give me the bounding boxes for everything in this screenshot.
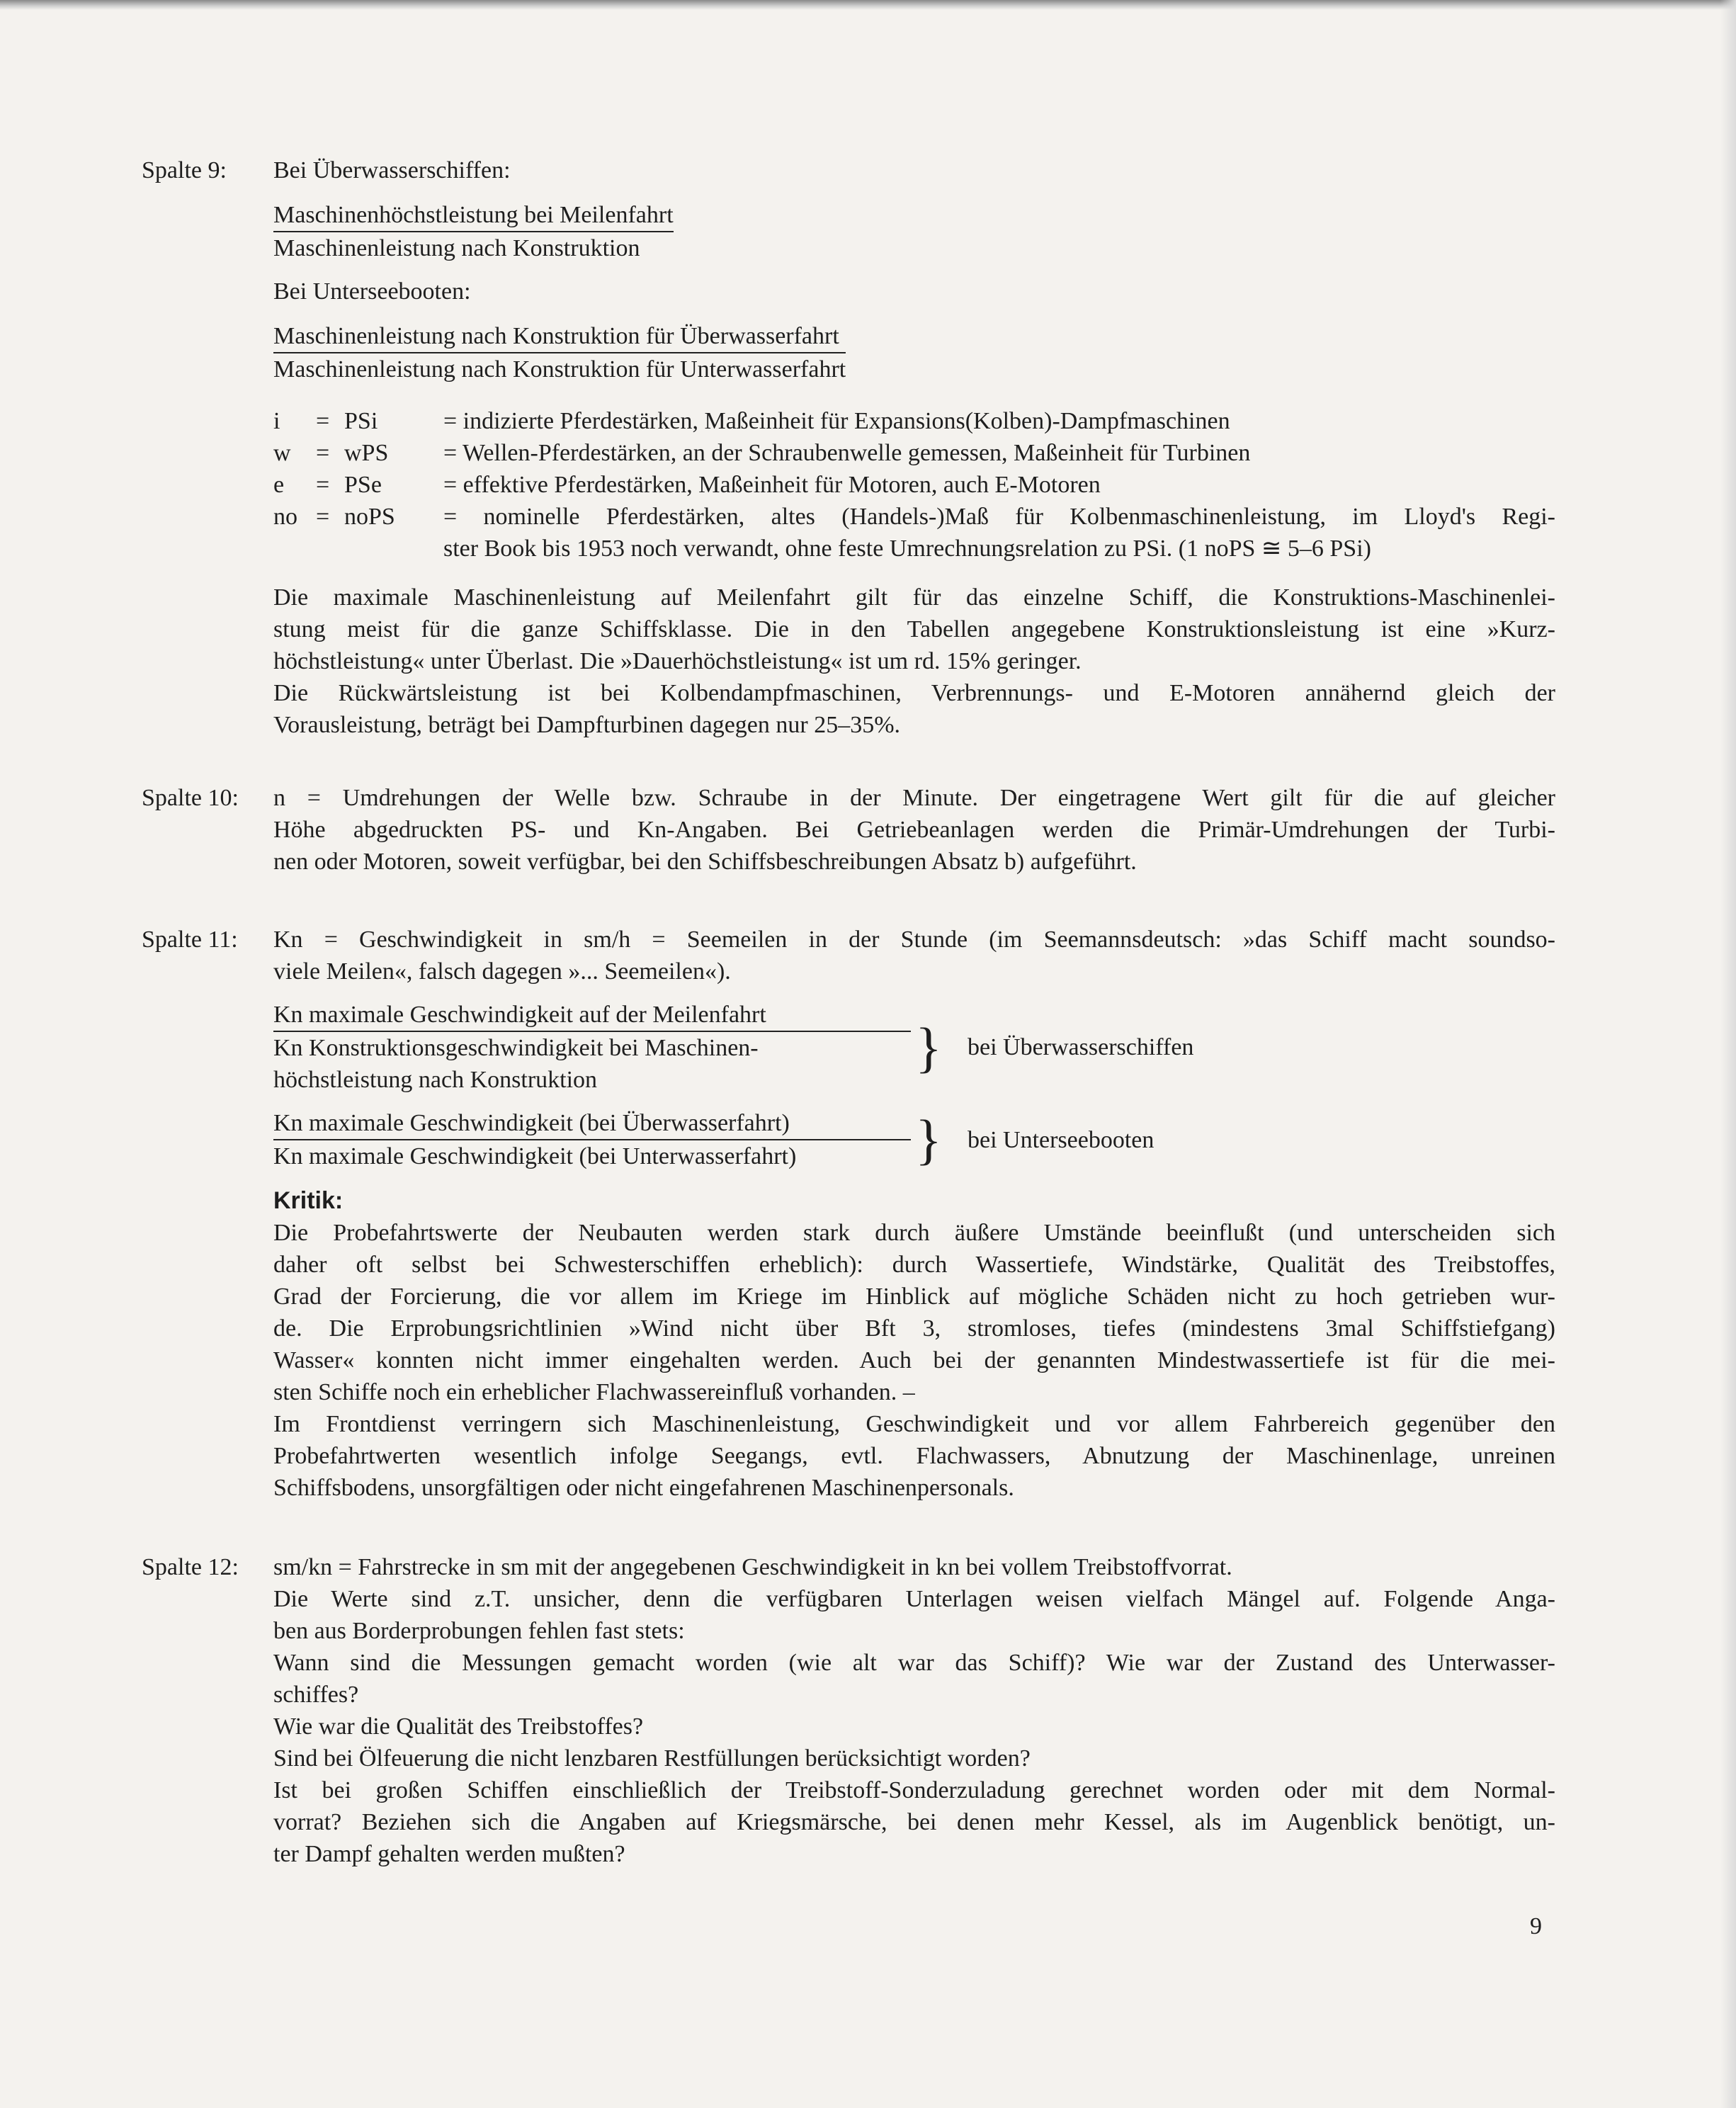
text-line: Wann sind die Messungen gemacht worden (wie alt war das Schiff)? Wie war der Zustand des Unterwasser-	[273, 1650, 1555, 1676]
text-line: Wie war die Qualität des Treibstoffes?	[273, 1713, 644, 1740]
definition-value: noPS	[344, 504, 395, 530]
definition-text: = effektive Pferdestärken, Maßeinheit für Motoren, auch E-Motoren	[443, 472, 1101, 498]
section-label: Spalte 9:	[142, 157, 227, 183]
definition-symbol: w	[273, 440, 291, 466]
definition-row	[273, 437, 1555, 469]
section-content	[273, 1551, 1555, 1870]
definition-text: = Wellen-Pferdestärken, an der Schraubenwelle gemessen, Maßeinheit für Turbinen	[443, 440, 1251, 466]
text-line: Die Werte sind z.T. unsicher, denn die verfügbaren Unterlagen weisen vielfach Mängel auf. Folgende Anga-	[273, 1586, 1555, 1612]
section-label: Spalte 11:	[142, 926, 238, 953]
fraction-numerator: Kn maximale Geschwindigkeit (bei Überwasserfahrt)	[273, 1110, 790, 1136]
fraction-denominator: Maschinenleistung nach Konstruktion	[273, 231, 674, 264]
definition-equals: =	[316, 408, 330, 434]
definition-row	[273, 501, 1555, 533]
text-line: Wasser« konnten nicht immer eingehalten werden. Auch bei der genannten Mindestwassertiefe ist für die mei-	[273, 1347, 1555, 1373]
text-line: schiffes?	[273, 1682, 359, 1708]
definition-text: = indizierte Pferdestärken, Maßeinheit für Expansions(Kolben)-Dampfmaschinen	[443, 408, 1230, 434]
brace-note: bei Überwasserschiffen	[968, 1034, 1194, 1060]
section-content	[273, 924, 1555, 1504]
intro-text: Bei Überwasserschiffen:	[273, 157, 511, 183]
definition-row	[273, 405, 1555, 437]
definition-value: PSi	[344, 408, 378, 434]
fraction-numerator: Kn maximale Geschwindigkeit auf der Meilenfahrt	[273, 1002, 766, 1028]
scan-top-edge	[0, 0, 1736, 10]
fraction-denominator: Kn Konstruktionsgeschwindigkeit bei Maschinen-	[273, 1031, 911, 1064]
definition-symbol: i	[273, 408, 280, 434]
text-line: Vorausleistung, beträgt bei Dampfturbinen dagegen nur 25–35%.	[273, 712, 901, 738]
fraction-group-surface	[273, 999, 1555, 1096]
definition-symbol: e	[273, 472, 285, 498]
text-line: de. Die Erprobungsrichtlinien »Wind nicht über Bft 3, stromloses, tiefes (mindestens 3mal Schiffstiefgang)	[273, 1315, 1555, 1342]
text-line: n = Umdrehungen der Welle bzw. Schraube in der Minute. Der eingetragene Wert gilt für die auf gleicher	[273, 785, 1555, 811]
text-line: Höhe abgedruckten PS- und Kn-Angaben. Bei Getriebeanlagen werden die Primär-Umdrehungen der Turbi-	[273, 817, 1555, 843]
text-line: Probefahrtwerten wesentlich infolge Seegangs, evtl. Flachwassers, Abnutzung der Maschinenlage, unreinen	[273, 1443, 1555, 1469]
text-line: Sind bei Ölfeuerung die nicht lenzbaren Restfüllungen berücksichtigt worden?	[273, 1745, 1031, 1772]
section-content	[273, 782, 1555, 878]
text-line: Kn = Geschwindigkeit in sm/h = Seemeilen in der Stunde (im Seemannsdeutsch: »das Schiff macht soundso-	[273, 926, 1555, 953]
scan-right-edge	[1720, 0, 1736, 2108]
right-brace: }	[915, 1016, 942, 1078]
definition-continuation: ster Book bis 1953 noch verwandt, ohne feste Umrechnungsrelation zu PSi. (1 noPS ≅ 5–6 PSi)	[443, 536, 1371, 562]
definition-value: wPS	[344, 440, 389, 466]
fraction-numerator: Maschinenleistung nach Konstruktion für Überwasserfahrt	[273, 323, 839, 349]
paragraph-power	[273, 582, 1555, 741]
fraction-denominator: Kn maximale Geschwindigkeit (bei Unterwasserfahrt)	[273, 1139, 911, 1172]
fraction-numerator: Maschinenhöchstleistung bei Meilenfahrt	[273, 202, 674, 228]
text-line: Die Rückwärtsleistung ist bei Kolbendampfmaschinen, Verbrennungs- und E-Motoren annähernd gleich der	[273, 680, 1555, 706]
definition-equals: =	[316, 504, 330, 530]
fraction-denominator-cont: höchstleistung nach Konstruktion	[273, 1067, 598, 1093]
definition-value: PSe	[344, 472, 382, 498]
fraction-speed-surface	[273, 999, 911, 1096]
text-line: Schiffsbodens, unsorgfältigen oder nicht eingefahrenen Maschinenpersonals.	[273, 1475, 1014, 1501]
page-number: 9	[1530, 1913, 1542, 1939]
text-line: Ist bei großen Schiffen einschließlich der Treibstoff-Sonderzuladung gerechnet worden oder mit dem Normal-	[273, 1777, 1555, 1803]
definition-equals: =	[316, 440, 330, 466]
fraction-denominator: Maschinenleistung nach Konstruktion für Unterwasserfahrt	[273, 352, 846, 385]
text-line: Grad der Forcierung, die vor allem im Kriege im Hinblick auf mögliche Schäden nicht zu hoch getrieben wur-	[273, 1284, 1555, 1310]
right-brace: }	[915, 1109, 942, 1170]
definition-row	[273, 469, 1555, 501]
text-line: Die Probefahrtswerte der Neubauten werden stark durch äußere Umstände beeinflußt (und unterscheiden sich	[273, 1220, 1555, 1246]
text-line: ben aus Borderprobungen fehlen fast stets:	[273, 1618, 685, 1644]
definition-symbol: no	[273, 504, 297, 530]
definitions-list	[273, 405, 1555, 565]
section-label: Spalte 12:	[142, 1554, 239, 1580]
text-line: viele Meilen«, falsch dagegen »... Seemeilen«).	[273, 958, 731, 985]
fraction-group-submarine	[273, 1107, 1555, 1172]
text-line: stung meist für die ganze Schiffsklasse. Die in den Tabellen angegebene Konstruktionsleistung ist eine »Kurz-	[273, 616, 1555, 642]
definition-equals: =	[316, 472, 330, 498]
intro-text-2: Bei Unterseebooten:	[273, 278, 471, 305]
text-line: daher oft selbst bei Schwesterschiffen erheblich): durch Wassertiefe, Windstärke, Qualität des Treibstoffes,	[273, 1252, 1555, 1278]
text-line: sten Schiffe noch ein erheblicher Flachwassereinfluß vorhanden. –	[273, 1379, 915, 1405]
text-line: sm/kn = Fahrstrecke in sm mit der angegebenen Geschwindigkeit in kn bei vollem Treibstoffvorrat.	[273, 1554, 1232, 1580]
section-label: Spalte 10:	[142, 785, 239, 811]
fraction-surface-power	[273, 199, 674, 264]
kritik-heading: Kritik:	[273, 1187, 344, 1214]
text-line: Im Frontdienst verringern sich Maschinenleistung, Geschwindigkeit und vor allem Fahrbereich gegenüber den	[273, 1411, 1555, 1437]
fraction-submarine-power	[273, 320, 846, 385]
text-line: höchstleistung« unter Überlast. Die »Dauerhöchstleistung« ist um rd. 15% geringer.	[273, 648, 1082, 674]
text-line: nen oder Motoren, soweit verfügbar, bei den Schiffsbeschreibungen Absatz b) aufgeführt.	[273, 849, 1137, 875]
text-line: vorrat? Beziehen sich die Angaben auf Kriegsmärsche, bei denen mehr Kessel, als im Augenblick benötigt, un-	[273, 1809, 1555, 1835]
fraction-speed-submarine	[273, 1107, 911, 1172]
definition-text: = nominelle Pferdestärken, altes (Handels-)Maß für Kolbenmaschinenleistung, im Lloyd's Regi-	[443, 504, 1555, 530]
kritik-paragraph	[273, 1217, 1555, 1504]
brace-note: bei Unterseebooten	[968, 1126, 1155, 1153]
section-content	[273, 154, 1555, 741]
text-line: ter Dampf gehalten werden mußten?	[273, 1841, 625, 1867]
text-line: Die maximale Maschinenleistung auf Meilenfahrt gilt für das einzelne Schiff, die Konstruktions-Maschinenlei-	[273, 584, 1555, 611]
